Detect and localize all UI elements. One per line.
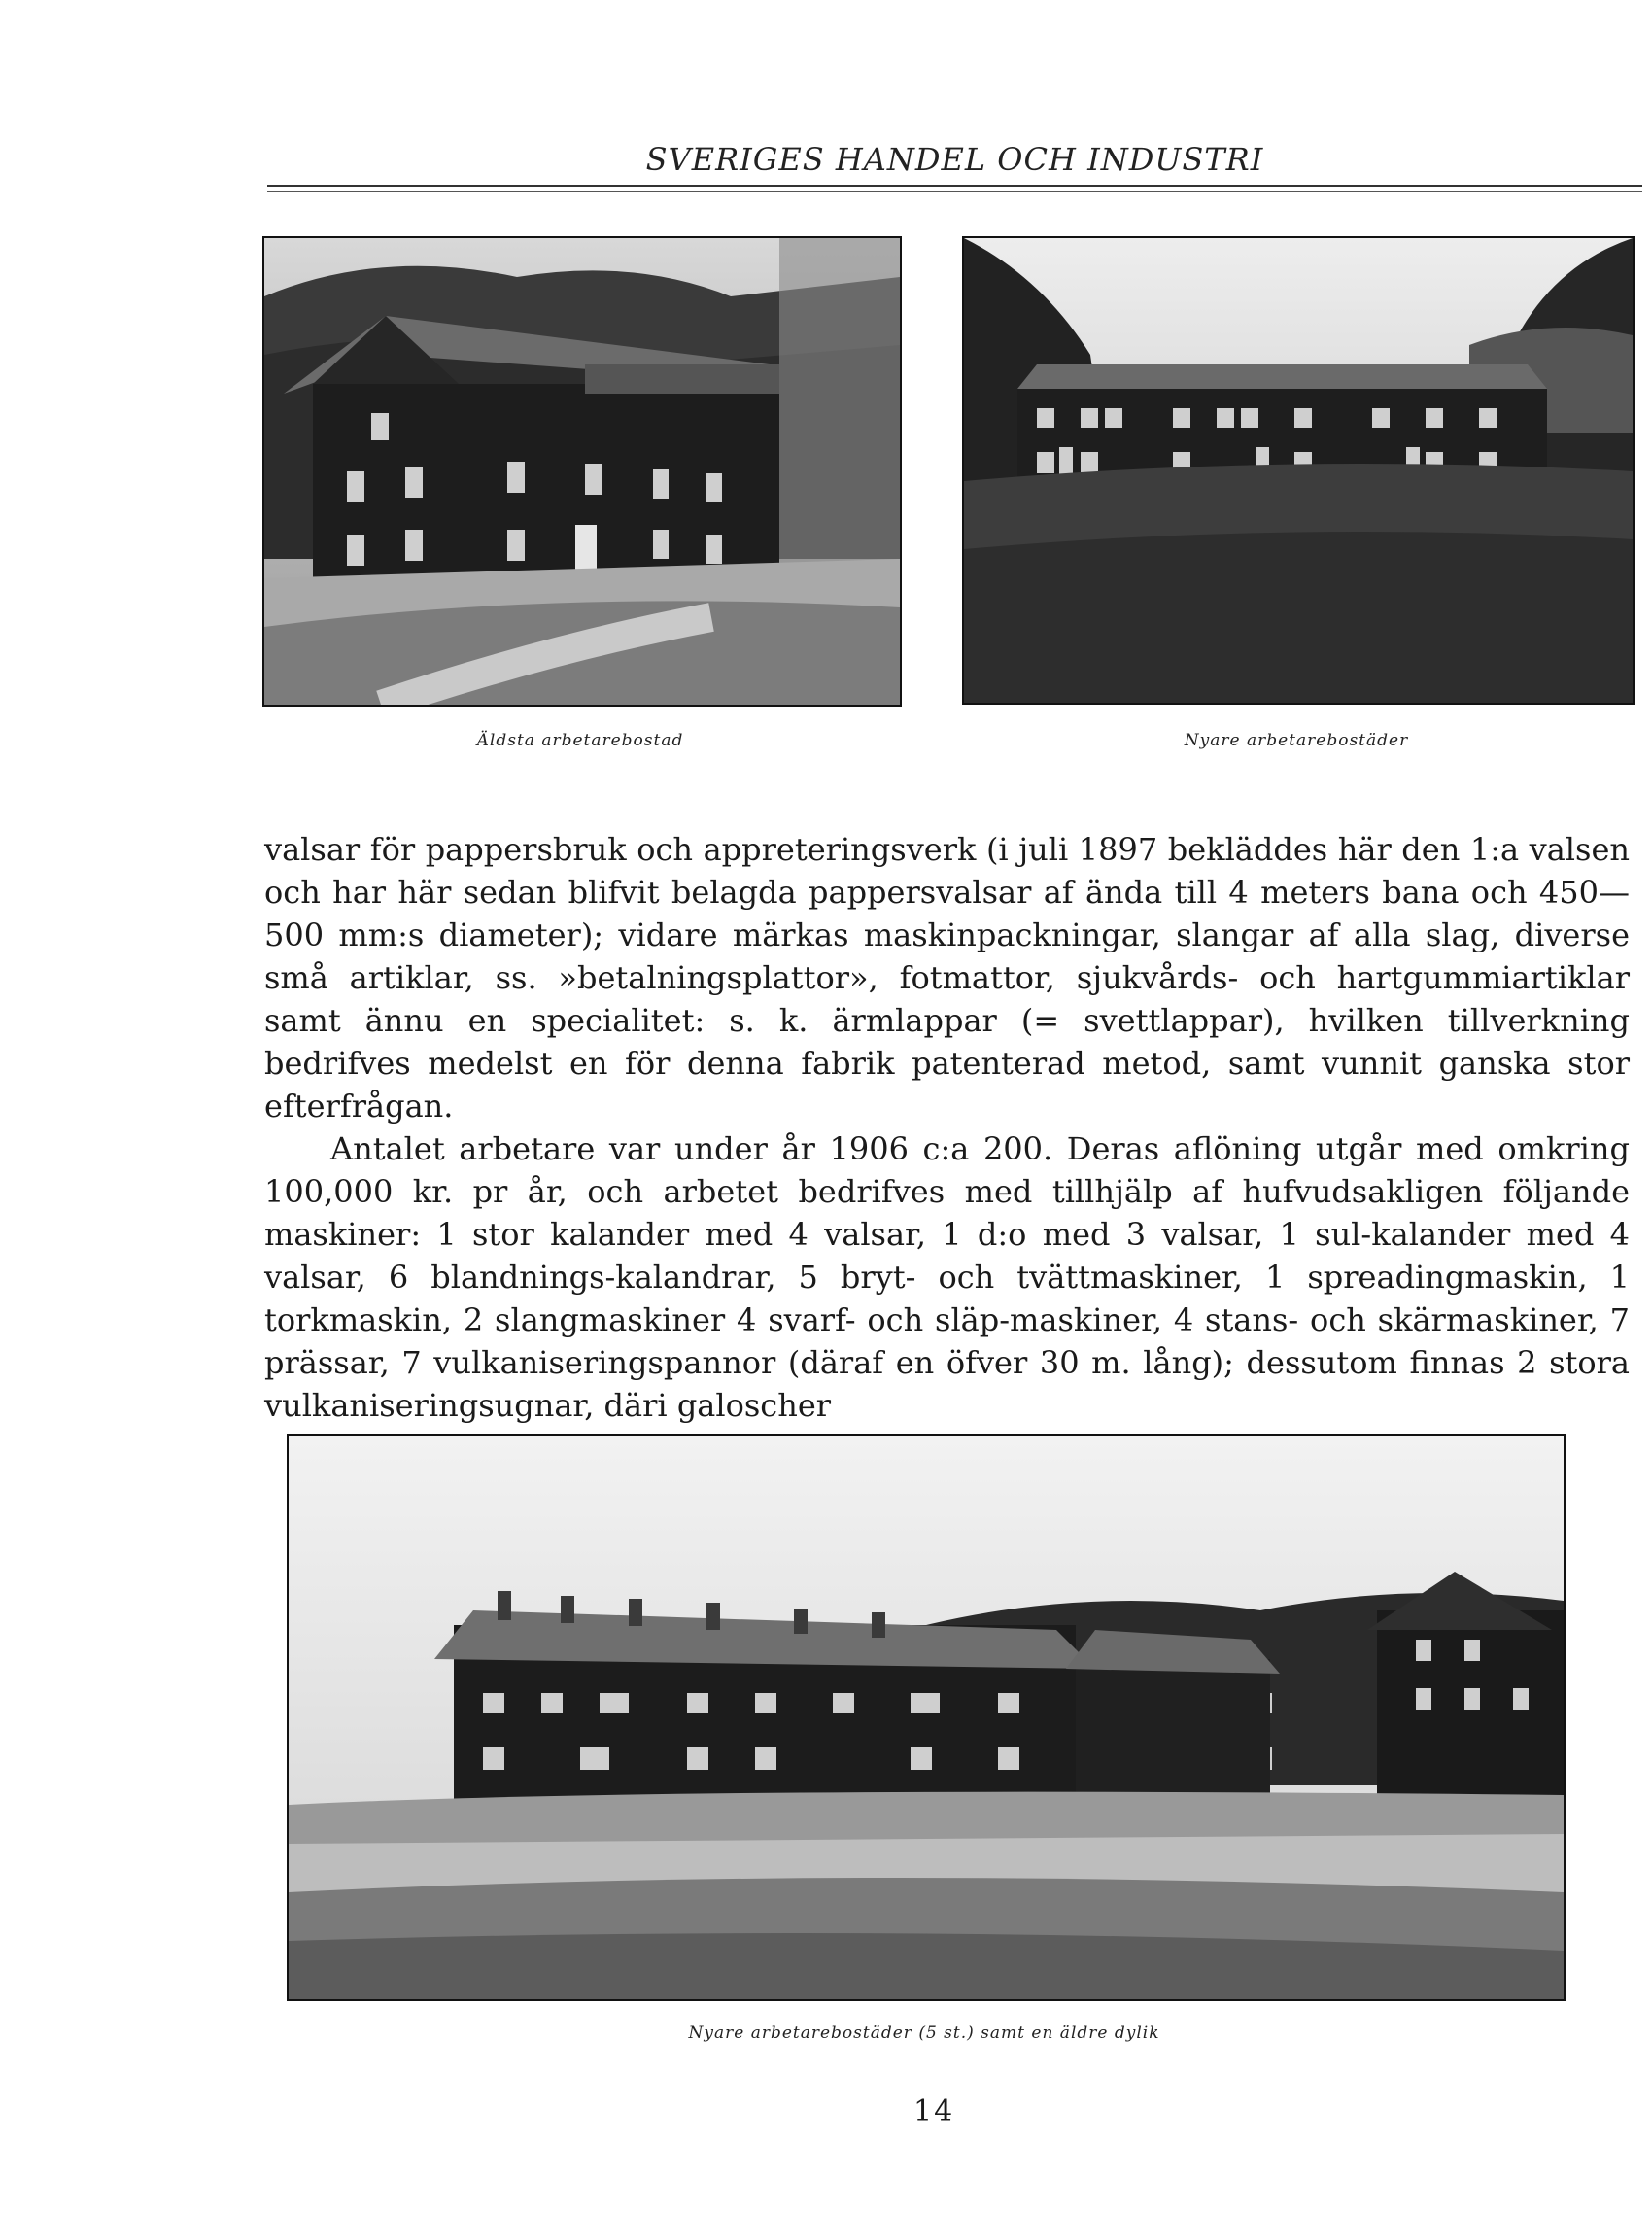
header-rule-thin (267, 191, 1642, 192)
header-rule (267, 185, 1642, 187)
caption-newer-workers-houses-row: Nyare arbetarebostäder (5 st.) samt en äldre dylik (688, 2024, 1160, 2043)
caption-oldest-workers-house: Äldsta arbetarebostad (476, 731, 684, 750)
photo-newer-workers-houses (962, 236, 1635, 705)
photo-newer-workers-houses-row (287, 1434, 1566, 2001)
body-text (264, 828, 1630, 1427)
caption-newer-workers-houses: Nyare arbetarebostäder (1184, 731, 1409, 750)
page-number: 14 (913, 2094, 955, 2128)
paragraph-1: valsar för pappersbruk och appreteringsverk (i juli 1897 bekläddes här den 1:a valsen och har här sedan blifvit belagda pappersvalsar af ända till 4 meters bana och 450—500 mm:s diameter); vidare märkas maskinpackningar, slangar af alla slag, diverse små artiklar, ss. »betalningsplattor», fotmattor, sjukvårds- och hartgummiartiklar samt ännu en specialitet: s. k. ärmlappar (= svettlappar), hvilken tillverkning bedrifves medelst en för denna fabrik patenterad metod, samt vunnit ganska stor efterfrågan. (264, 831, 1630, 1125)
paragraph-2: Antalet arbetare var under år 1906 c:a 200. Deras aflöning utgår med omkring 100,000 kr. pr år, och arbetet bedrifves med tillhjälp af hufvudsakligen följande maskiner: 1 stor kalander med 4 valsar, 1 d:o med 3 valsar, 1 sul-kalander med 4 valsar, 6 blandnings-kalandrar, 5 bryt- och tvättmaskiner, 1 spreadingmaskin, 1 torkmaskin, 2 slangmaskiner 4 svarf- och släp-maskiner, 4 stans- och skärmaskiner, 7 prässar, 7 vulkaniseringspannor (däraf en öfver 30 m. lång); dessutom finnas 2 stora vulkaniseringsugnar, däri galoscher (264, 1130, 1630, 1424)
running-header: SVERIGES HANDEL OCH INDUSTRI (645, 141, 1264, 178)
photo-oldest-workers-house (262, 236, 902, 707)
